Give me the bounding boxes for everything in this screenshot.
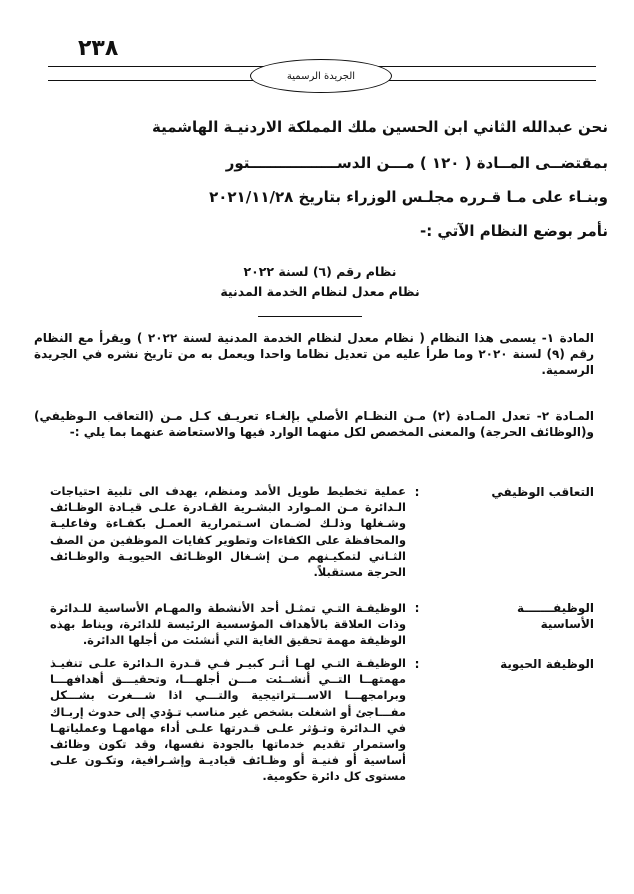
definition-term: الوظيفـــــــة الأساسية: [517, 601, 594, 631]
preamble-line-4: نأمر بوضع النظام الآتي :-: [419, 222, 608, 240]
definition-body: الوظيفـة التـي لهـا أثـر كبيـر فـي قـدرة الـدائرة علـى تنفيـذ مهمتهــا التــي أنشــئت مـــن أجلهـــا، وتحقيـــق أهدافهـــا وبرامجهـــا الاســـتراتيجية والتـــي اذا شـــغرت بشـــكل مفـــاجئ أو اشغلت بشخص غير مناسب تـؤدي إلى حدوث إربـاك في الـدائرة وتـؤثر علـى قـدرتها علـى أداء مهامهـا وعملياتهـا واستمرار تقديم خدماتها بالجودة نفسها، وقد تكون وظائف أساسية أو فنيـة أو وظـائف قياديـة وإشـرافية، وتكـون علـى مستوى كل دائرة حكومية.: [50, 656, 406, 784]
preamble-line-1: نحن عبدالله الثاني ابن الحسين ملك المملكة الاردنيـة الهاشمية: [152, 118, 608, 136]
definition-body: عملية تخطيط طويل الأمد ومنظم، يهدف الى تلبية احتياجات الـدائرة مـن المـوارد البشـرية القـادرة علـى قيـادة الوظـائف وشـغلها وذلـك لضـمان اسـتمرارية العمـل بكفـاءة وفاعليـة والمحافظة على الكفاءات وتطوير كفايات الموظفين من الصف الثـاني لتمكيـنهم مـن إشـغال الوظـائف الحيويـة والوظـائف الحرجة مستقبلاً.: [50, 484, 406, 580]
definition-separator: :: [414, 657, 420, 671]
definition-separator: :: [414, 485, 420, 499]
preamble-line-3: وبنـاء على مـا قـرره مجلـس الوزراء بتاريخ ٢٠٢١/١١/٢٨: [209, 188, 608, 206]
article-1: المادة ١- يسمى هذا النظام ( نظام معدل لنظام الخدمة المدنية لسنة ٢٠٢٢ ) ويقرأ مع النظام رقم (٩) لسنة ٢٠٢٠ وما طرأ عليه من تعديل نظاما واحدا ويعمل به من تاريخ نشره في الجريدة الرسمية.: [34, 331, 594, 377]
regulation-subtitle: نظام معدل لنظام الخدمة المدنية: [220, 284, 420, 299]
gazette-label: الجريدة الرسمية: [286, 70, 356, 82]
definition-term: التعاقب الوظيفي: [491, 485, 594, 499]
preamble-line-2: بمقتضــى المــادة ( ١٢٠ ) مـــن الدســـــــــــــــــتور: [225, 154, 608, 172]
definition-term: الوظيفة الحيوية: [500, 657, 594, 671]
regulation-title: [120, 262, 520, 302]
page-number: ٢٣٨: [78, 36, 119, 61]
article-2: المـادة ٢- تعدل المـادة (٢) مـن النظـام الأصلي بإلغـاء تعريـف كـل مـن (التعاقب الـوظيفي) و(الوظائف الحرجة) والمعنى المخصص لكل منهما الوارد فيها والاستعاضة عنهما بما يلي :-: [34, 409, 594, 439]
title-divider: [258, 316, 362, 317]
definition-separator: :: [414, 601, 420, 615]
regulation-number: نظام رقم (٦) لسنة ٢٠٢٢: [243, 264, 397, 279]
definition-body: الوظيفـة التـي تمثـل أحد الأنشطة والمهـام الأساسية للـدائرة وذات العلاقة بالأهداف المؤسسية الرئيسة للدائرة، ويناط بهذه الوظيفة مهمة تحقيق الغاية التي أنشئت من أجلها الدائرة.: [50, 601, 406, 648]
gazette-label-oval: [250, 59, 392, 93]
